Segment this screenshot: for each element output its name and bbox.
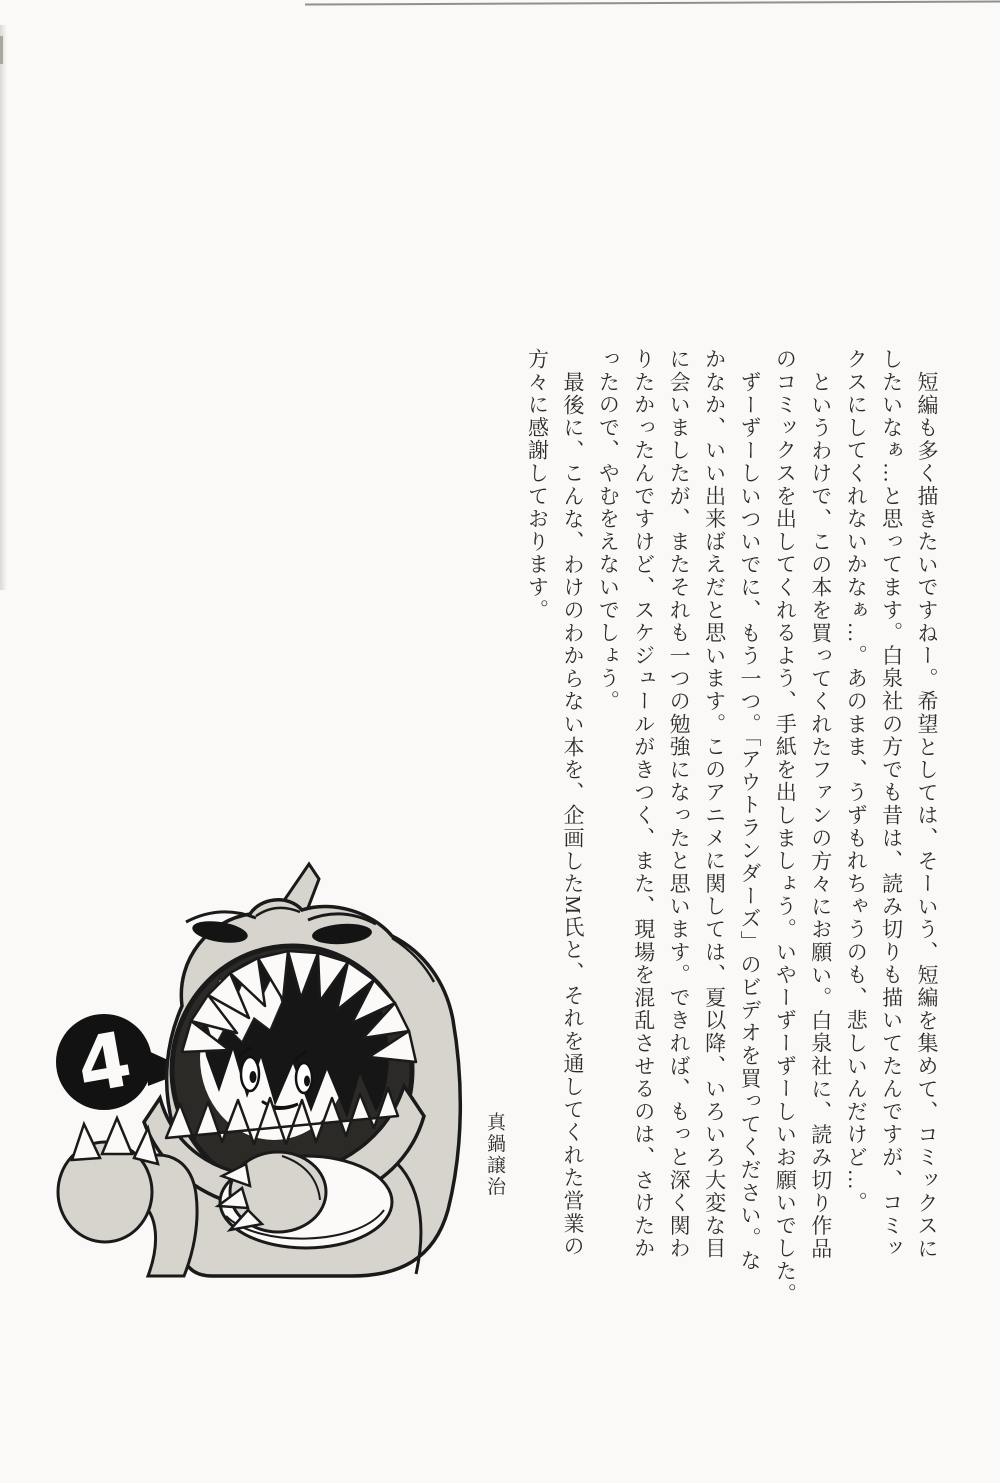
speech-bubble-text: 4 (70, 1014, 138, 1111)
afterword-column: りたかったんですけど、スケジュールがきつく、また、現場を混乱させるのは、さけたか (631, 348, 656, 1260)
dino-costume-girl-illustration (20, 858, 480, 1278)
afterword-column: クスにしてくれないかなぁ…。あのまま、うずもれちゃうのも、悲しいんだけど…。 (844, 348, 869, 1215)
afterword-column: ったので、やむをえないでしょう。 (596, 348, 621, 713)
afterword-column: 短編も多く描きたいですねー。希望としては、そーいう、短編を集めて、コミックスに (915, 371, 939, 1261)
author-signature: 真鍋譲治 (484, 1112, 505, 1198)
afterword-column: ずーずーしいついでに、もう一つ。「アウトランダーズ」のビデオを買ってください。な (737, 371, 762, 1273)
scan-artifact-mark (0, 36, 3, 64)
afterword-column: に会いましたが、またそれも一つの勉強になったと思います。できれば、もっと深く関わ (667, 348, 692, 1260)
afterword-text-block (519, 348, 944, 1306)
scan-edge-shadow (0, 25, 7, 590)
scan-edge-line (305, 0, 1000, 5)
afterword-column: 最後に、こんな、わけのわからない本を、企画したM氏と、それを通してくれた営業の (560, 371, 585, 1258)
afterword-column: というわけで、この本を買ってくれたファンの方々にお願い。白泉社に、読み切り作品 (808, 371, 833, 1261)
afterword-column: したいなぁ…と思ってます。白泉社の方でも昔は、読み切りも描いてたんですが、コミッ (879, 348, 904, 1260)
afterword-column: のコミックスを出してくれるよう、手紙を出しましょう。いやーずーずーしいお願いでした。 (773, 348, 798, 1306)
afterword-column: 方々に感謝しております。 (525, 348, 550, 622)
afterword-column: かなか、いい出来ばえだと思います。このアニメに関しては、夏以降、いろいろ大変な目 (702, 348, 727, 1260)
